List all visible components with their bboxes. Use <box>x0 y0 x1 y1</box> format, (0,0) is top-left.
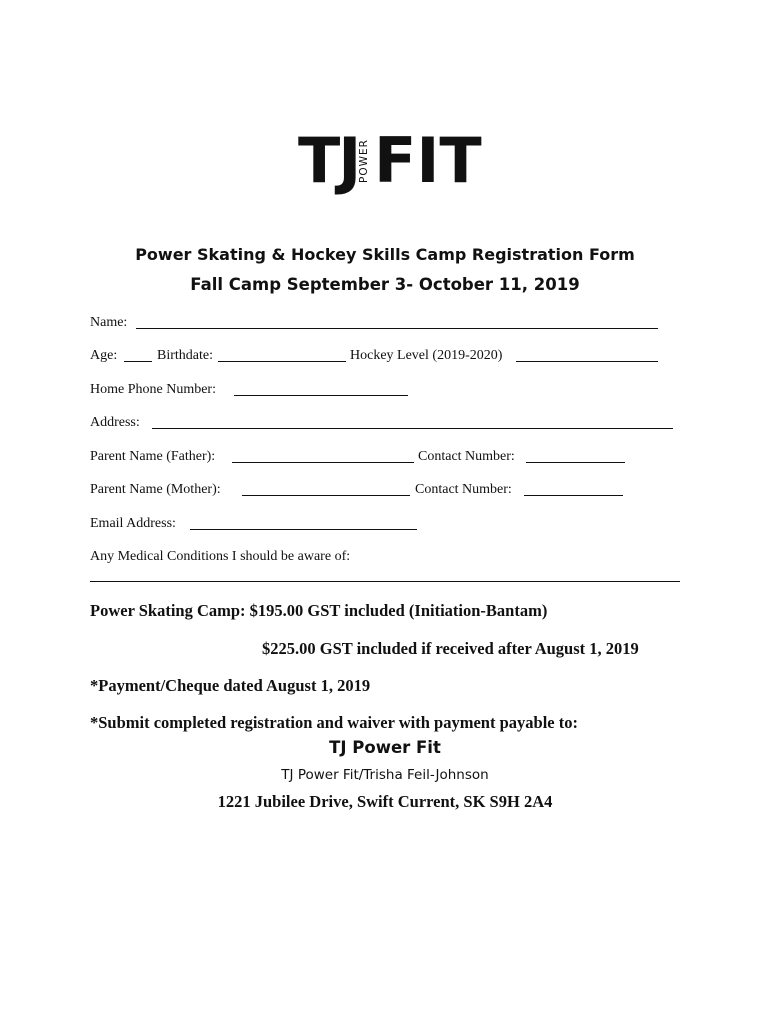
home-phone-label: Home Phone Number: <box>90 382 216 397</box>
age-label: Age: <box>90 348 118 363</box>
hockey-level-label: Hockey Level (2019-2020) <box>350 348 503 363</box>
medical-row <box>90 548 490 566</box>
camp-price-line: Power Skating Camp: $195.00 GST included (Initiation-Bantam) <box>90 601 548 620</box>
email-label: Email Address: <box>90 516 176 531</box>
payee-address: 1221 Jubilee Drive, Swift Current, SK S9H 2A4 <box>217 792 553 811</box>
submit-instructions: *Submit completed registration and waiver with payment payable to: <box>90 713 578 732</box>
address-label: Address: <box>90 415 140 430</box>
father-contact-label: Contact Number: <box>418 449 515 464</box>
hockey-level-field[interactable] <box>516 347 658 362</box>
email-row <box>90 515 420 533</box>
mother-name-field[interactable] <box>242 481 410 496</box>
mother-contact-field[interactable] <box>524 481 623 496</box>
form-title: Power Skating & Hockey Skills Camp Registration Form <box>135 245 635 264</box>
father-name-label: Parent Name (Father): <box>90 449 216 464</box>
mother-row <box>90 481 630 499</box>
address-field[interactable] <box>152 414 673 429</box>
father-contact-field[interactable] <box>526 448 625 463</box>
medical-conditions-field[interactable] <box>90 581 680 582</box>
address-row <box>90 414 675 432</box>
logo-tj-text: TJ <box>298 124 360 197</box>
home-phone-field[interactable] <box>234 381 408 396</box>
age-row <box>90 347 660 365</box>
logo-power-text: POWER <box>358 139 370 183</box>
age-field[interactable] <box>124 347 152 362</box>
mother-name-label: Parent Name (Mother): <box>90 482 221 497</box>
mother-contact-label: Contact Number: <box>415 482 512 497</box>
late-price-line: $225.00 GST included if received after August 1, 2019 <box>262 639 639 658</box>
payee-brand: TJ Power Fit <box>329 738 441 757</box>
father-row <box>90 448 630 466</box>
email-field[interactable] <box>190 515 417 530</box>
logo-fit-text: FIT <box>374 124 482 197</box>
home-phone-row <box>90 381 410 399</box>
birthdate-field[interactable] <box>218 347 346 362</box>
tj-power-fit-logo <box>298 124 482 197</box>
birthdate-label: Birthdate: <box>157 348 213 363</box>
medical-label: Any Medical Conditions I should be aware of: <box>90 549 351 564</box>
name-field[interactable] <box>136 314 658 329</box>
payment-date-note: *Payment/Cheque dated August 1, 2019 <box>90 676 371 695</box>
name-row <box>90 314 660 332</box>
name-label: Name: <box>90 315 128 330</box>
father-name-field[interactable] <box>232 448 414 463</box>
form-subtitle: Fall Camp September 3- October 11, 2019 <box>190 275 580 294</box>
payee-contact: TJ Power Fit/Trisha Feil-Johnson <box>281 767 489 783</box>
